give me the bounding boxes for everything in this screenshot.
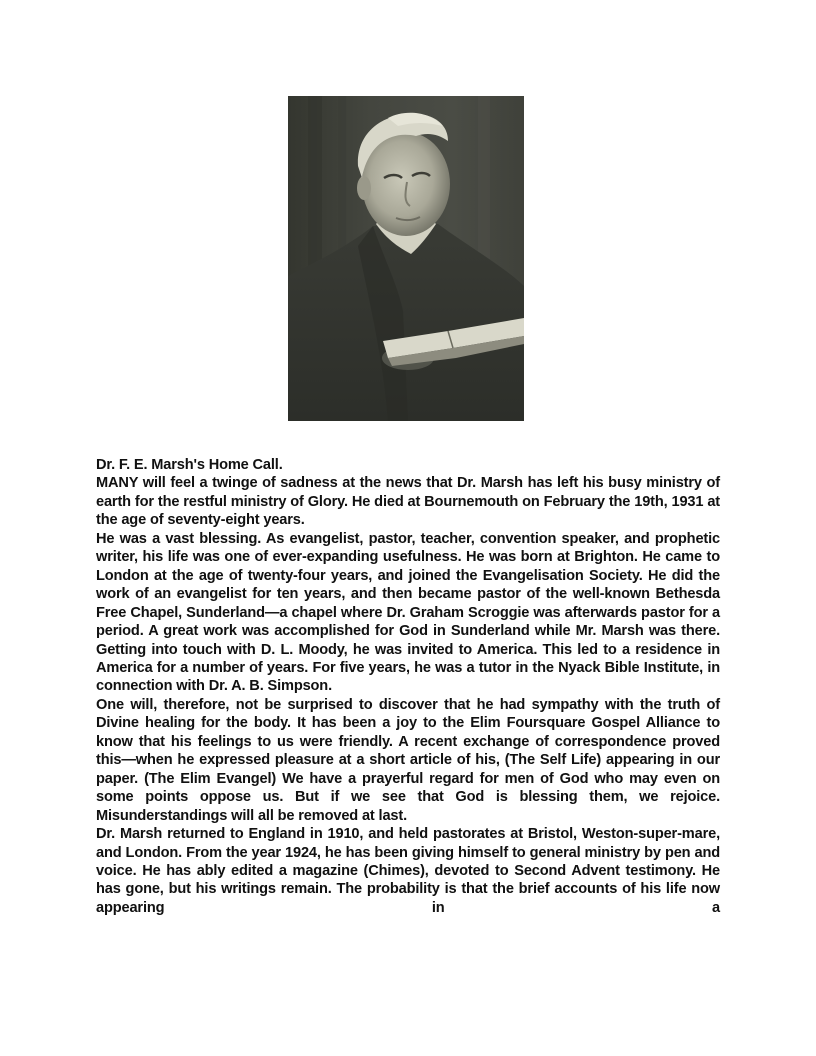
article-paragraph: One will, therefore, not be surprised to discover that he had sympathy with the truth of Divine healing for the body. It has been a joy to the Elim Foursquare Gospel Alliance to know that his feelings to us were friendly. A recent exchange of correspondence proved this—when he expressed pleasure at a short article of his, (The Self Life) appearing in our paper. (The Elim Evangel) We have a prayerful regard for men of God who may even on some points oppose us. But if we see that God is blessing them, we rejoice. Misunderstandings will all be removed at last. [96, 696, 720, 824]
article-title: Dr. F. E. Marsh's Home Call. [96, 457, 283, 473]
portrait-illustration [288, 96, 524, 421]
portrait-photo [288, 96, 524, 421]
article-paragraph: Dr. Marsh returned to England in 1910, and held pastorates at Bristol, Weston-super-mare, and London. From the year 1924, he has been giving himself to general ministry by pen and voice. He has ably edited a magazine (Chimes), devoted to Second Advent testimony. He has gone, but his writings remain. The probability is that the brief accounts of his life now appearing in a [96, 826, 720, 916]
article-paragraph: MANY will feel a twinge of sadness at the news that Dr. Marsh has left his busy ministry of earth for the restful ministry of Glory. He died at Bournemouth on February the 19th, 1931 at the age of seventy-eight years. [96, 475, 720, 529]
article [96, 456, 720, 917]
article-paragraph: He was a vast blessing. As evangelist, pastor, teacher, convention speaker, and prophetic writer, his life was one of ever-expanding usefulness. He was born at Brighton. He came to London at the age of twenty-four years, and joined the Evangelisation Society. He did the work of an evangelist for ten years, and then became pastor of the well-known Bethesda Free Chapel, Sunderland—a chapel where Dr. Graham Scroggie was afterwards pastor for a period. A great work was accomplished for God in Sunderland while Mr. Marsh was there. Getting into touch with D. L. Moody, he was invited to America. This led to a residence in America for a number of years. For five years, he was a tutor in the Nyack Bible Institute, in connection with Dr. A. B. Simpson. [96, 530, 720, 695]
